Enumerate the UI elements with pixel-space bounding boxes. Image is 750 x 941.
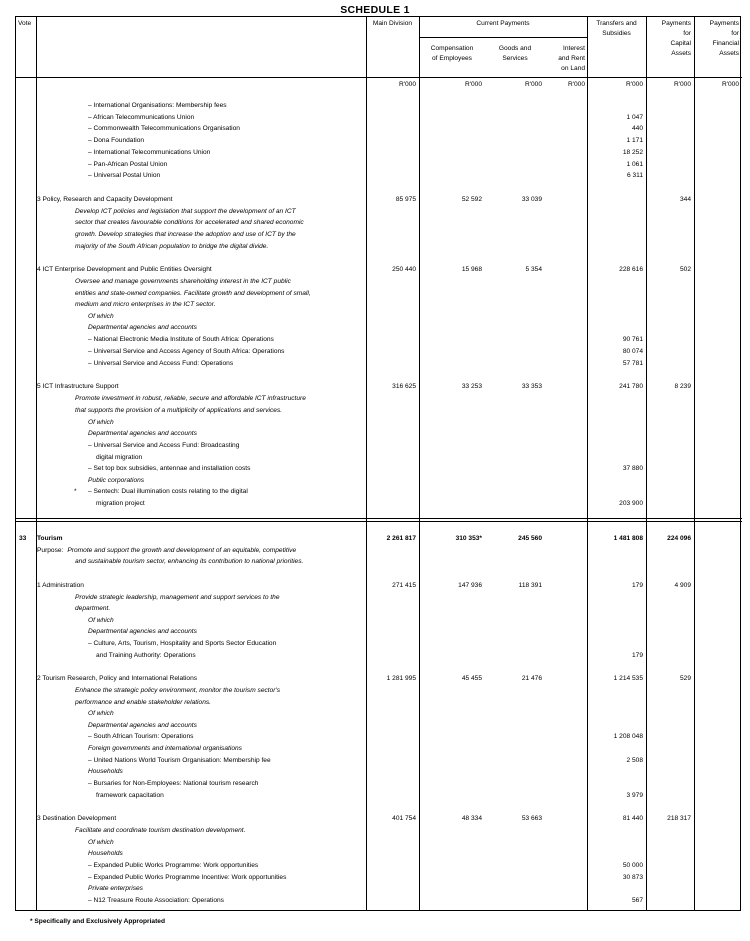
row-description: growth. Develop strategies that increase the adoption and use of ICT by the	[75, 231, 296, 238]
amount-tr: 203 900	[619, 500, 643, 507]
row-description: medium and micro enterprises in the ICT sector.	[75, 301, 216, 308]
units-interest: R'000	[567, 81, 585, 88]
row-description: and Training Authority: Operations	[96, 652, 196, 659]
row-description: – N12 Treasure Route Association: Operations	[88, 897, 224, 904]
vote-number: 33	[19, 535, 27, 542]
amount-goods: 245 560	[518, 535, 542, 542]
row-description: Of which	[88, 617, 114, 624]
row-description: Departmental agencies and accounts	[88, 628, 197, 635]
capital-header-line1: Payments	[661, 20, 691, 27]
amount-comp: 33 253	[461, 383, 482, 390]
amount-tr: 57 781	[622, 360, 643, 367]
row-description: entities and state-owned companies. Facilitate growth and development of small,	[75, 290, 311, 297]
row-description: – Universal Service and Access Fund: Broadcasting	[88, 442, 240, 449]
row-description: – Sentech: Dual illumination costs relating to the digital	[88, 488, 248, 495]
row-description: Oversee and manage governments shareholding interest in the ICT public	[75, 278, 291, 285]
transfers-header-line1: Transfers and	[596, 20, 637, 27]
row-description: – Universal Service and Access Agency of South Africa: Operations	[88, 348, 285, 355]
amount-tr: 81 440	[622, 815, 643, 822]
row-description: Of which	[88, 313, 114, 320]
appropriation-mark: *	[74, 488, 77, 495]
row-description: – International Telecommunications Union	[88, 149, 211, 156]
amount-cap: 502	[679, 266, 691, 273]
row-description: – Culture, Arts, Tourism, Hospitality and Sports Sector Education	[88, 640, 277, 647]
amount-comp: 310 353*	[455, 535, 482, 542]
units-financial: R'000	[721, 81, 739, 88]
amount-tr: 179	[631, 652, 643, 659]
amount-cap: 8 239	[674, 383, 691, 390]
schedule-table	[15, 16, 741, 911]
row-description: – Bursaries for Non-Employees: National tourism research	[88, 780, 259, 787]
amount-main: 1 281 995	[386, 675, 416, 682]
row-description: Households	[88, 850, 123, 857]
amount-comp: 52 592	[461, 196, 482, 203]
row-description: Of which	[88, 419, 114, 426]
row-description: majority of the South African population to bridge the digital divide.	[75, 243, 269, 250]
row-description: 4 ICT Enterprise Development and Public Entities Oversight	[37, 266, 212, 273]
financial-header-line3: Financial	[712, 40, 739, 47]
amount-tr: 90 761	[622, 336, 643, 343]
row-description: that supports the provision of a multiplicity of applications and services.	[75, 407, 283, 414]
amount-cap: 224 096	[667, 535, 691, 542]
amount-tr: 30 873	[622, 874, 643, 881]
amount-main: 401 754	[392, 815, 416, 822]
amount-comp: 48 334	[461, 815, 482, 822]
units-main: R'000	[398, 81, 416, 88]
units-goods: R'000	[524, 81, 542, 88]
row-description: – International Organisations: Membership fees	[88, 102, 227, 109]
row-description: sector that creates favourable conditions for accelerated and shared economic	[75, 219, 304, 226]
financial-header-line4: Assets	[719, 50, 739, 57]
row-description: 3 Destination Development	[37, 815, 117, 822]
main-division-header: Main Division	[372, 20, 413, 27]
row-description: and sustainable tourism sector, enhancing its contribution to national priorities.	[75, 558, 304, 565]
amount-main: 2 261 817	[386, 535, 416, 542]
amount-tr: 37 880	[622, 465, 643, 472]
amount-cap: 218 317	[667, 815, 691, 822]
vote-header: Vote	[18, 20, 32, 27]
compensation-header-line1: Compensation	[430, 45, 474, 52]
amount-tr: 2 508	[626, 757, 643, 764]
amount-goods: 53 663	[521, 815, 542, 822]
amount-tr: 18 252	[622, 149, 643, 156]
capital-header-line3: Capital	[670, 40, 691, 47]
row-description: Tourism	[37, 535, 63, 542]
amount-tr: 6 311	[626, 172, 643, 179]
amount-tr: 1 481 808	[613, 535, 643, 542]
goods-header-line2: Services	[502, 55, 528, 62]
row-description: performance and enable stakeholder relations.	[75, 699, 211, 706]
row-description: – South African Tourism: Operations	[88, 733, 194, 740]
amount-tr: 1 214 535	[613, 675, 643, 682]
row-description: Departmental agencies and accounts	[88, 722, 197, 729]
capital-header-line4: Assets	[671, 50, 691, 57]
row-description: Households	[88, 768, 123, 775]
interest-header-line1: Interest	[563, 45, 585, 52]
row-description: 3 Policy, Research and Capacity Development	[37, 196, 173, 203]
row-description: Provide strategic leadership, management and support services to the	[75, 594, 280, 601]
row-description: – African Telecommunications Union	[88, 114, 195, 121]
amount-comp: 15 968	[461, 266, 482, 273]
purpose-text: Promote and support the growth and development of an equitable, competitive	[67, 547, 297, 554]
units-capital: R'000	[673, 81, 691, 88]
amount-tr: 1 208 048	[613, 733, 643, 740]
row-description: Facilitate and coordinate tourism destination development.	[75, 827, 246, 834]
row-description: – Expanded Public Works Programme: Work opportunities	[88, 862, 259, 869]
row-description: – National Electronic Media Institute of South Africa: Operations	[88, 336, 274, 343]
row-description: Public corporations	[88, 477, 145, 484]
amount-main: 271 415	[392, 582, 416, 589]
row-description: Of which	[88, 839, 114, 846]
amount-tr: 1 047	[626, 114, 643, 121]
row-description: 5 ICT Infrastructure Support	[37, 383, 119, 390]
amount-comp: 45 455	[461, 675, 482, 682]
row-description: Foreign governments and international organisations	[88, 745, 242, 752]
goods-header-line1: Goods and	[498, 45, 532, 52]
amount-main: 85 975	[395, 196, 416, 203]
row-description: – Universal Service and Access Fund: Operations	[88, 360, 234, 367]
units-transfers: R'000	[625, 81, 643, 88]
row-description: Of which	[88, 710, 114, 717]
financial-header-line2: for	[731, 30, 739, 37]
row-description: – Pan-African Postal Union	[88, 161, 168, 168]
amount-goods: 33 039	[521, 196, 542, 203]
amount-tr: 3 979	[626, 792, 643, 799]
amount-tr: 440	[631, 125, 643, 132]
current-payments-header: Current Payments	[476, 20, 530, 27]
row-description: Promote investment in robust, reliable, secure and affordable ICT infrastructure	[75, 395, 306, 402]
units-compensation: R'000	[464, 81, 482, 88]
row-description: – Expanded Public Works Programme Incentive: Work opportunities	[88, 874, 287, 881]
amount-goods: 118 391	[518, 582, 542, 589]
row-description: – Commonwealth Telecommunications Organisation	[88, 125, 240, 132]
amount-main: 316 625	[392, 383, 416, 390]
row-description: Departmental agencies and accounts	[88, 430, 197, 437]
interest-header-line3: on Land	[561, 65, 585, 72]
row-description: Enhance the strategic policy environment, monitor the tourism sector's	[75, 687, 281, 694]
amount-tr: 50 000	[622, 862, 643, 869]
row-description: Develop ICT policies and legislation that support the development of an ICT	[75, 208, 296, 215]
row-description: framework capacitation	[96, 792, 164, 799]
amount-tr: 567	[631, 897, 643, 904]
amount-main: 250 440	[392, 266, 416, 273]
amount-goods: 21 476	[521, 675, 542, 682]
amount-goods: 33 353	[521, 383, 542, 390]
schedule-title: SCHEDULE 1	[340, 4, 410, 16]
financial-header-line1: Payments	[709, 20, 739, 27]
row-description: – Dona Foundation	[88, 137, 145, 144]
amount-tr: 179	[631, 582, 643, 589]
capital-header-line2: for	[683, 30, 691, 37]
amount-goods: 5 354	[525, 266, 542, 273]
interest-header-line2: and Rent	[558, 55, 585, 62]
row-description: Departmental agencies and accounts	[88, 324, 197, 331]
footnote: * Specifically and Exclusively Appropriated	[30, 918, 165, 925]
compensation-header-line2: of Employees	[432, 55, 472, 62]
amount-tr: 1 061	[626, 161, 643, 168]
amount-tr: 228 616	[619, 266, 643, 273]
row-description: 1 Administration	[37, 582, 84, 589]
row-description: Private enterprises	[88, 885, 143, 892]
amount-tr: 80 074	[622, 348, 643, 355]
row-description: digital migration	[96, 454, 143, 461]
amount-cap: 4 909	[674, 582, 691, 589]
amount-cap: 344	[679, 196, 691, 203]
row-description: – United Nations World Tourism Organisation: Membership fee	[88, 757, 271, 764]
amount-tr: 241 780	[619, 383, 643, 390]
amount-tr: 1 171	[626, 137, 643, 144]
row-description: migration project	[96, 500, 145, 507]
transfers-header-line2: Subsidies	[602, 30, 631, 37]
row-description: – Set top box subsidies, antennae and installation costs	[88, 465, 251, 472]
row-description: department.	[75, 605, 111, 612]
row-description: 2 Tourism Research, Policy and International Relations	[37, 675, 198, 682]
amount-cap: 529	[679, 675, 691, 682]
row-description: Purpose: Promote and support the growth and development of an equitable, competitive	[37, 547, 297, 554]
amount-comp: 147 936	[458, 582, 482, 589]
row-description: – Universal Postal Union	[88, 172, 161, 179]
